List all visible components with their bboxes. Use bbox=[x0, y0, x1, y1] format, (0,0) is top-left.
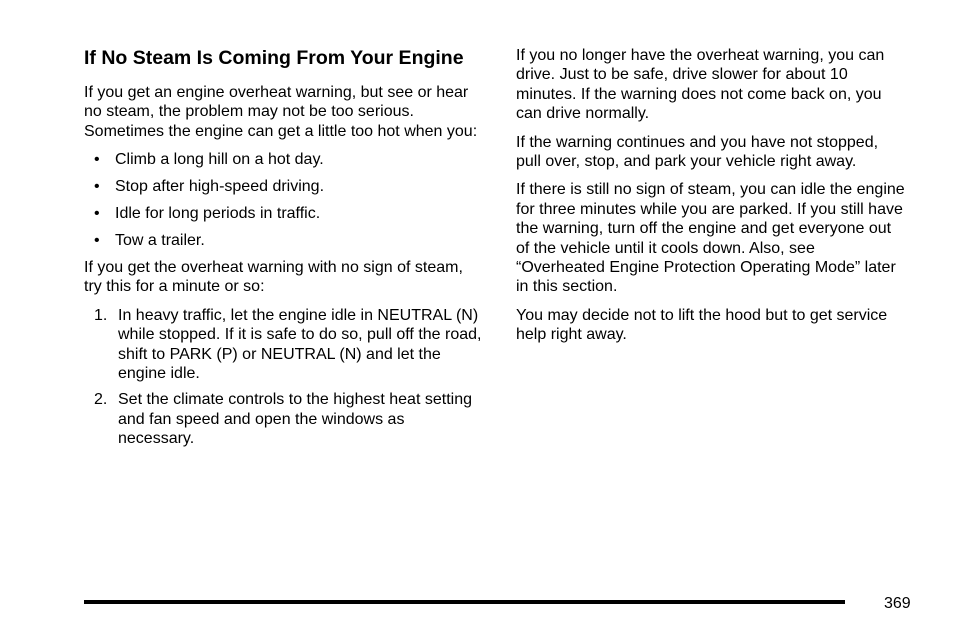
page-number: 369 bbox=[884, 595, 911, 612]
bullet-text: Stop after high-speed driving. bbox=[115, 178, 325, 196]
step-number: 2. bbox=[94, 391, 108, 409]
bullet-text: Idle for long periods in traffic. bbox=[115, 204, 321, 222]
bullet-list bbox=[84, 150, 484, 250]
footer-rule bbox=[84, 600, 845, 604]
right-column bbox=[516, 46, 906, 354]
bullet-text: Climb a long hill on a hot day. bbox=[115, 151, 324, 169]
body-paragraph: If there is still no sign of steam, you can idle the engine for three minutes while you are parked. If you still have the warning, turn off the engine and get everyone out of the vehicle until it cools down. Also, see “Overheated Engine Protection Operating Mode” later in this section. bbox=[516, 181, 905, 296]
list-item bbox=[84, 150, 484, 169]
step-number: 1. bbox=[94, 306, 108, 324]
numbered-steps bbox=[84, 306, 484, 449]
step-text: Set the climate controls to the highest heat setting and fan speed and open the windows as necessary. bbox=[118, 391, 472, 448]
bullet-marker: • bbox=[94, 178, 100, 196]
body-paragraph: If the warning continues and you have not stopped, pull over, stop, and park your vehicle right away. bbox=[516, 133, 879, 171]
body-paragraph: If you no longer have the overheat warning, you can drive. Just to be safe, drive slower for about 10 minutes. If the warning does not come back on, you can drive normally. bbox=[516, 47, 885, 123]
left-column bbox=[84, 46, 484, 456]
bullet-text: Tow a trailer. bbox=[115, 231, 205, 249]
bullet-marker: • bbox=[94, 231, 100, 249]
step-item bbox=[84, 390, 484, 448]
intro-paragraph: If you get an engine overheat warning, but see or hear no steam, the problem may not be too serious. Sometimes the engine can get a little too hot when you: bbox=[84, 84, 478, 140]
step-text: In heavy traffic, let the engine idle in NEUTRAL (N) while stopped. If it is safe to do so, pull off the road, shift to PARK (P) or NEUTRAL (N) and let the engine idle. bbox=[118, 306, 482, 383]
list-item bbox=[84, 204, 484, 223]
bullet-marker: • bbox=[94, 151, 100, 169]
bullet-marker: • bbox=[94, 204, 100, 222]
step-item bbox=[84, 306, 484, 384]
followup-paragraph: If you get the overheat warning with no sign of steam, try this for a minute or so: bbox=[84, 259, 463, 296]
section-heading: If No Steam Is Coming From Your Engine bbox=[84, 47, 464, 69]
list-item bbox=[84, 231, 484, 250]
body-paragraph: You may decide not to lift the hood but to get service help right away. bbox=[516, 306, 888, 344]
list-item bbox=[84, 177, 484, 196]
